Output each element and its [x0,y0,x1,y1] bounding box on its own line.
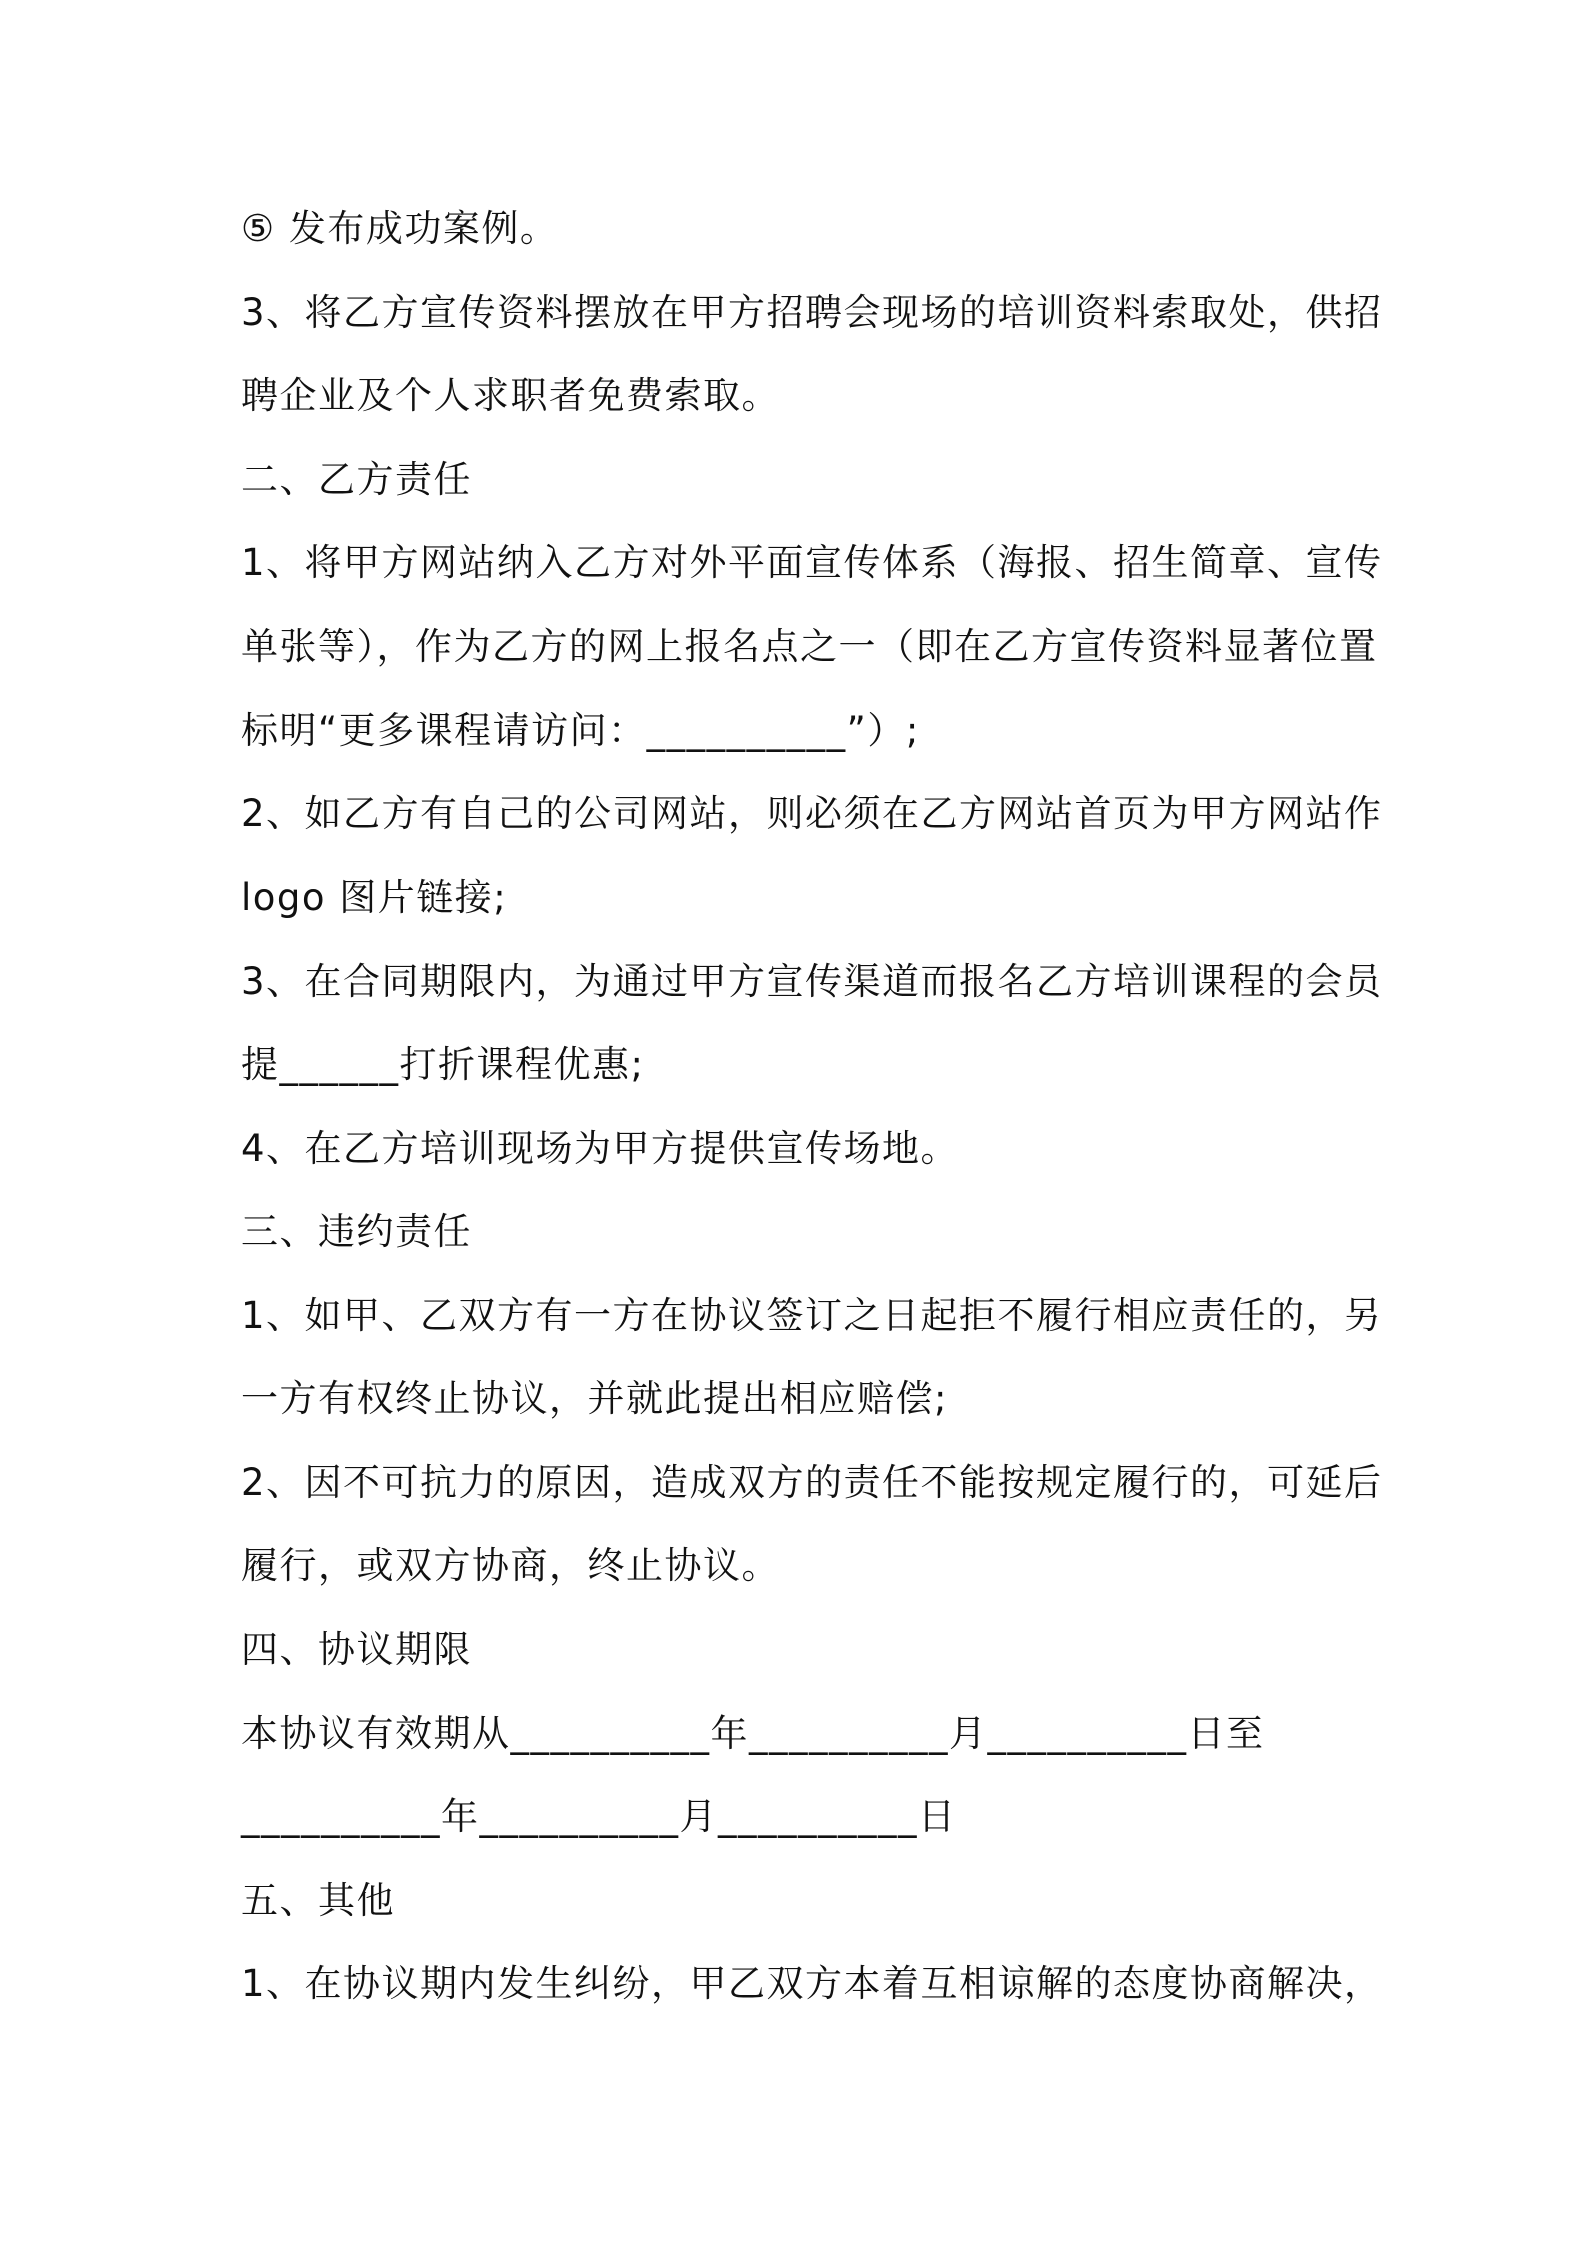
clause-party-b-3-line-1: 3、在合同期限内，为通过甲方宣传渠道而报名乙方培训课程的会员 [241,960,1383,1003]
clause-party-b-4: 4、在乙方培训现场为甲方提供宣传场地。 [241,1127,960,1170]
list-item-publish-cases: ⑤ 发布成功案例。 [241,207,559,250]
clause-breach-1-line-2: 一方有权终止协议，并就此提出相应赔偿; [241,1377,948,1420]
clause-breach-2-line-2: 履行，或双方协商，终止协议。 [241,1544,780,1587]
clause-other-1-line-1: 1、在协议期内发生纠纷，甲乙双方本着互相谅解的态度协商解决， [241,1962,1383,2005]
section-heading-other: 五、其他 [241,1879,395,1922]
clause-party-b-2-line-2: logo 图片链接; [241,876,508,919]
clause-party-b-3-line-2: 提______打折课程优惠; [241,1043,645,1086]
term-clause-line-2: __________年__________月__________日 [241,1795,957,1838]
section-heading-party-b-duties: 二、乙方责任 [241,458,472,501]
section-heading-breach: 三、违约责任 [241,1210,472,1253]
clause-party-b-1-line-1: 1、将甲方网站纳入乙方对外平面宣传体系（海报、招生简章、宣传 [241,541,1383,584]
clause-party-a-3-line-2: 聘企业及个人求职者免费索取。 [241,374,780,417]
section-heading-term: 四、协议期限 [241,1628,472,1671]
clause-party-b-1-line-2: 单张等），作为乙方的网上报名点之一（即在乙方宣传资料显著位置 [241,625,1378,668]
clause-party-a-3-line-1: 3、将乙方宣传资料摆放在甲方招聘会现场的培训资料索取处，供招 [241,291,1383,334]
clause-breach-1-line-1: 1、如甲、乙双方有一方在协议签订之日起拒不履行相应责任的，另 [241,1294,1383,1337]
clause-party-b-2-line-1: 2、如乙方有自己的公司网站，则必须在乙方网站首页为甲方网站作 [241,792,1383,835]
clause-party-b-1-line-3: 标明“更多课程请访问：__________”）; [241,709,920,752]
clause-breach-2-line-1: 2、因不可抗力的原因，造成双方的责任不能按规定履行的，可延后 [241,1461,1383,1504]
term-clause-line-1: 本协议有效期从__________年__________月__________日至 [241,1712,1265,1755]
